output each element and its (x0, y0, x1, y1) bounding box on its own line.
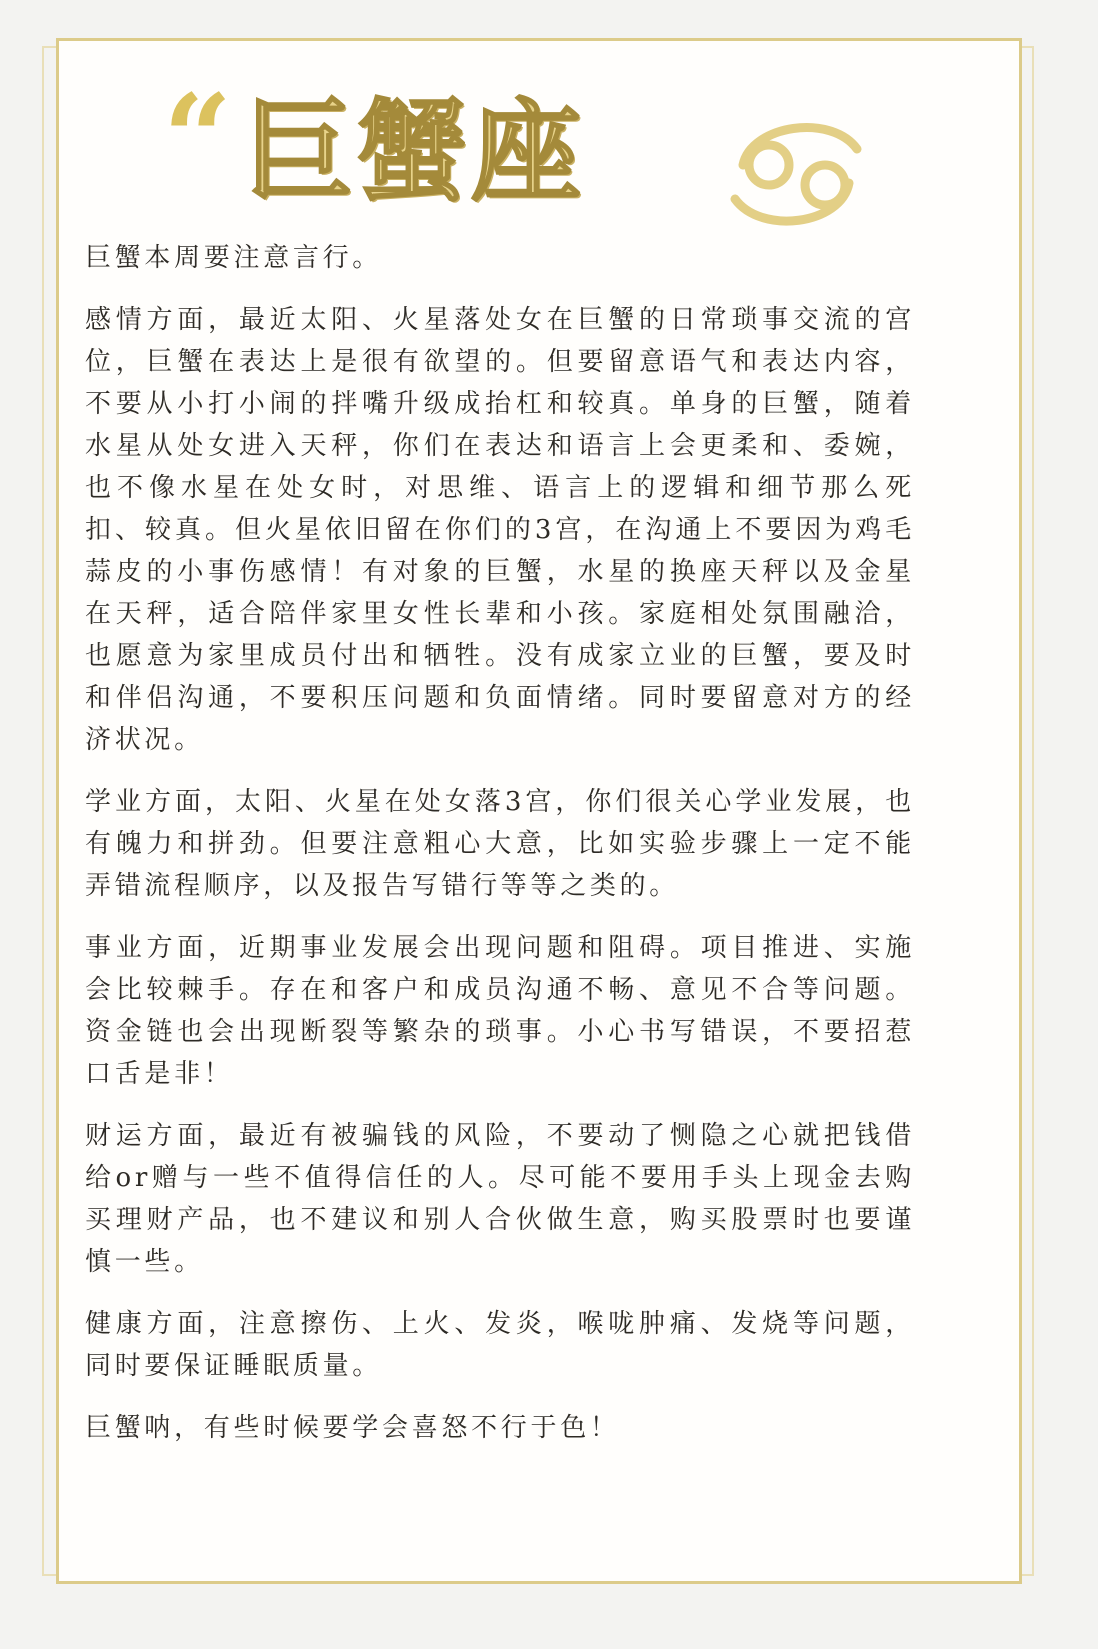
page-title: 巨蟹座 (243, 88, 585, 216)
horoscope-card (56, 38, 1022, 1584)
health-paragraph: 健康方面，注意擦伤、上火、发炎，喉咙肿痛、发烧等问题，同时要保证睡眠质量。 (85, 1309, 915, 1381)
card-header (59, 41, 1019, 261)
career-paragraph: 事业方面，近期事业发展会出现问题和阻碍。项目推进、实施会比较棘手。存在和客户和成员沟通不畅、意见不合等问题。资金链也会出现断裂等繁杂的琐事。小心书写错误，不要招惹口舌是非！ (85, 933, 915, 1089)
love-paragraph: 感情方面，最近太阳、火星落处女在巨蟹的日常琐事交流的宫位，巨蟹在表达上是很有欲望的。但要留意语气和表达内容，不要从小打小闹的拌嘴升级成抬杠和较真。单身的巨蟹，随着水星从处女进入天秤，你们在表达和语言上会更柔和、委婉，也不像水星在处女时，对思维、语言上的逻辑和细节那么死扣、较真。但火星依旧留在你们的3宫，在沟通上不要因为鸡毛蒜皮的小事伤感情！有对象的巨蟹，水星的换座天秤以及金星在天秤，适合陪伴家里女性长辈和小孩。家庭相处氛围融洽，也愿意为家里成员付出和牺牲。没有成家立业的巨蟹，要及时和伴侣沟通，不要积压问题和负面情绪。同时要留意对方的经济状况。 (85, 305, 915, 755)
study-paragraph: 学业方面，太阳、火星在处女落3宫，你们很关心学业发展，也有魄力和拼劲。但要注意粗心大意，比如实验步骤上一定不能弄错流程顺序，以及报告写错行等等之类的。 (85, 787, 915, 901)
intro-paragraph: 巨蟹本周要注意言行。 (85, 243, 383, 273)
cancer-zodiac-icon (721, 103, 871, 243)
closing-paragraph: 巨蟹呐，有些时候要学会喜怒不行于色！ (85, 1413, 620, 1443)
quote-mark-icon: “ (163, 68, 233, 209)
wealth-paragraph: 财运方面，最近有被骗钱的风险，不要动了恻隐之心就把钱借给or赠与一些不值得信任的人。尽可能不要用手头上现金去购买理财产品，也不建议和别人合伙做生意，购买股票时也要谨慎一些。 (85, 1121, 915, 1277)
article-body (85, 237, 915, 1469)
